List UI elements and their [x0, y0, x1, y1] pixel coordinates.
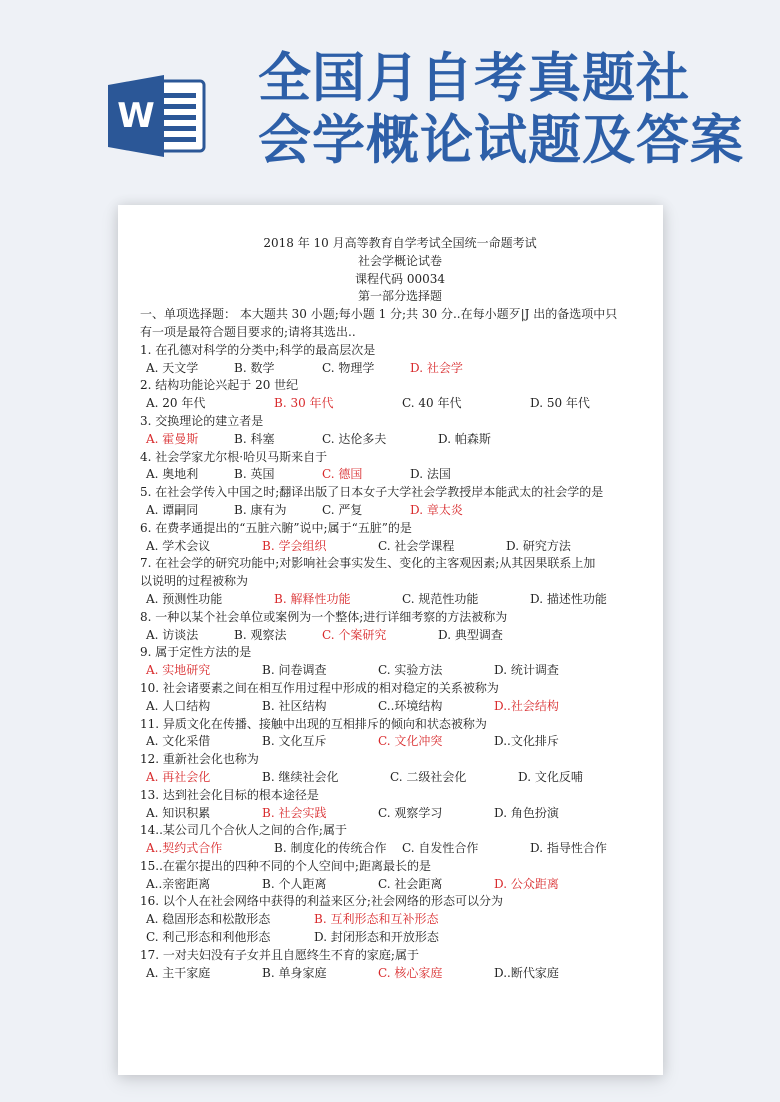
svg-text:W: W	[117, 96, 155, 136]
option: D. 法国	[410, 467, 451, 482]
question-item	[140, 787, 660, 823]
question-text: 2. 结构功能论兴起于 20 世纪	[140, 378, 299, 393]
title-line-2: 会学概论试题及答案	[258, 110, 744, 171]
answer-option: D. 社会学	[410, 360, 463, 375]
option: B. 单身家庭	[262, 965, 327, 980]
question-text: 5. 在社会学传入中国之时;翻译出版了日本女子大学社会学教授岸本能武太的社会学的是	[140, 485, 604, 500]
option: B. 数学	[234, 360, 275, 375]
header	[0, 0, 780, 200]
answer-option: B. 社会实践	[262, 805, 327, 820]
question-item	[140, 377, 660, 413]
option-row	[140, 911, 660, 929]
option: D. 统计调查	[494, 663, 559, 678]
question-item	[140, 680, 660, 716]
question-text: 6. 在费孝通提出的“五脏六腑”说中;属于“五脏”的是	[140, 520, 412, 535]
title-line-1: 全国月自考真题社	[258, 48, 690, 109]
option: D. 角色扮演	[494, 805, 559, 820]
question-text: 4. 社会学家尤尔根·哈贝马斯来自于	[140, 449, 328, 464]
option: D..文化排斥	[494, 734, 559, 749]
answer-option: D..社会结构	[494, 698, 559, 713]
option: B. 个人距离	[262, 876, 327, 891]
answer-option: A..契约式合作	[146, 841, 223, 856]
answer-option: A. 再社会化	[146, 769, 211, 784]
question-text: 17. 一对夫妇没有子女并且自愿终生不育的家庭;属于	[140, 947, 419, 962]
option-row	[140, 733, 660, 751]
answer-option: A. 霍曼斯	[146, 431, 199, 446]
option-row	[140, 965, 660, 983]
question-item	[140, 555, 660, 608]
option-row	[140, 591, 660, 609]
option-row	[140, 395, 660, 413]
answer-option: B. 学会组织	[262, 538, 327, 553]
option: B. 科塞	[234, 431, 275, 446]
answer-option: B. 30 年代	[274, 396, 334, 411]
question-item	[140, 644, 660, 680]
question-text: 15..在霍尔提出的四种不同的个人空间中;距离最长的是	[140, 858, 431, 873]
answer-option: C. 个案研究	[322, 627, 387, 642]
option-row	[140, 929, 660, 947]
option-row	[140, 769, 660, 787]
question-item	[140, 716, 660, 752]
option: C. 实验方法	[378, 663, 443, 678]
option: A. 谭嗣同	[146, 502, 199, 517]
option: C. 社会学课程	[378, 538, 455, 553]
question-item	[140, 947, 660, 983]
option-row	[140, 538, 660, 556]
answer-option: C. 文化冲突	[378, 734, 443, 749]
option-row	[140, 805, 660, 823]
exam-subject: 社会学概论试卷	[357, 253, 442, 268]
option-row	[140, 840, 660, 858]
option: D. 指导性合作	[530, 841, 607, 856]
question-item	[140, 822, 660, 858]
question-text: 16. 以个人在社会网络中获得的利益来区分;社会网络的形态可以分为	[140, 894, 503, 909]
option-row	[140, 662, 660, 680]
option-row	[140, 360, 660, 378]
answer-option: C. 德国	[322, 467, 363, 482]
question-list	[140, 342, 660, 983]
instructions-line-1: 一、单项选择题： 本大题共 30 小题;每小题 1 分;共 30 分..在每小题歹|J 出的备选项中只	[140, 307, 618, 322]
question-text: 8. 一种以某个社会单位或案例为一个整体;进行详细考察的方法被称为	[140, 609, 508, 624]
option: C. 自发性合作	[402, 841, 479, 856]
answer-option: B. 互利形态和互补形态	[314, 912, 439, 927]
option: A. 20 年代	[146, 396, 206, 411]
question-text: 3. 交换理论的建立者是	[140, 413, 264, 428]
option: A. 访谈法	[146, 627, 199, 642]
option: C. 40 年代	[402, 396, 462, 411]
answer-option: A. 实地研究	[146, 663, 211, 678]
word-icon	[108, 75, 208, 157]
option: B. 问卷调查	[262, 663, 327, 678]
option: A. 知识积累	[146, 805, 211, 820]
option: D. 帕森斯	[438, 431, 491, 446]
option: A. 主干家庭	[146, 965, 211, 980]
option: C. 利己形态和利他形态	[146, 930, 271, 945]
option: A. 稳固形态和松散形态	[146, 912, 271, 927]
option: D. 封闭形态和开放形态	[314, 930, 439, 945]
option: B. 继续社会化	[262, 769, 339, 784]
option-row	[140, 431, 660, 449]
option: B. 社区结构	[262, 698, 327, 713]
question-text: 14..某公司几个合伙人之间的合作;属于	[140, 823, 347, 838]
option: A. 文化采借	[146, 734, 211, 749]
question-item	[140, 858, 660, 894]
option: A. 天文学	[146, 360, 199, 375]
question-item	[140, 520, 660, 556]
question-item	[140, 609, 660, 645]
option: D. 描述性功能	[530, 591, 607, 606]
option: D. 典型调查	[438, 627, 503, 642]
question-item	[140, 413, 660, 449]
option: D. 研究方法	[506, 538, 571, 553]
option-row	[140, 876, 660, 894]
instructions-line-2: 有一项是最符合题目要求的;请将其选出..	[140, 324, 356, 339]
option: A. 学术会议	[146, 538, 211, 553]
answer-option: D. 章太炎	[410, 502, 463, 517]
exam-heading: 2018 年 10 月高等教育自学考试全国统一命题考试	[263, 236, 537, 250]
option: C. 物理学	[322, 360, 375, 375]
question-text: 12. 重新社会化也称为	[140, 752, 259, 767]
question-item	[140, 751, 660, 787]
option: D..断代家庭	[494, 965, 559, 980]
question-item	[140, 484, 660, 520]
answer-option: C. 核心家庭	[378, 965, 443, 980]
option: B. 英国	[234, 467, 275, 482]
question-item	[140, 893, 660, 946]
option: B. 观察法	[234, 627, 287, 642]
option: D. 50 年代	[530, 396, 590, 411]
question-item	[140, 449, 660, 485]
question-text-continued: 以说明的过程被称为	[140, 574, 249, 589]
question-text: 10. 社会诸要素之间在相互作用过程中形成的相对稳定的关系被称为	[140, 680, 499, 695]
option: A. 奥地利	[146, 467, 199, 482]
option: B. 制度化的传统合作	[274, 841, 387, 856]
option: C. 规范性功能	[402, 591, 479, 606]
option-row	[140, 698, 660, 716]
document-content	[140, 235, 660, 982]
option: C..环境结构	[378, 698, 443, 713]
option: C. 社会距离	[378, 876, 443, 891]
option: C. 严复	[322, 502, 363, 517]
answer-option: B. 解释性功能	[274, 591, 351, 606]
option: A. 人口结构	[146, 698, 211, 713]
option-row	[140, 466, 660, 484]
option-row	[140, 627, 660, 645]
question-text: 1. 在孔德对科学的分类中;科学的最高层次是	[140, 342, 376, 357]
question-text: 9. 属于定性方法的是	[140, 645, 252, 660]
answer-option: D. 公众距离	[494, 876, 559, 891]
question-text: 13. 达到社会化目标的根本途径是	[140, 787, 319, 802]
section-title: 第一部分选择题	[357, 289, 442, 304]
question-item	[140, 342, 660, 378]
option: D. 文化反哺	[518, 769, 583, 784]
option: B. 康有为	[234, 502, 287, 517]
option: C. 二级社会化	[390, 769, 467, 784]
course-code: 课程代码 00034	[355, 271, 445, 286]
option: C. 达伦多夫	[322, 431, 387, 446]
question-text: 11. 异质文化在传播、接触中出现的互相排斥的倾向和状态被称为	[140, 716, 487, 731]
option: B. 文化互斥	[262, 734, 327, 749]
option: A. 预测性功能	[146, 591, 223, 606]
option: C. 观察学习	[378, 805, 443, 820]
option: A..亲密距离	[146, 876, 211, 891]
option-row	[140, 502, 660, 520]
page-title	[258, 48, 744, 172]
question-text: 7. 在社会学的研究功能中;对影响社会事实发生、变化的主客观因素;从其因果联系上加	[140, 556, 596, 571]
